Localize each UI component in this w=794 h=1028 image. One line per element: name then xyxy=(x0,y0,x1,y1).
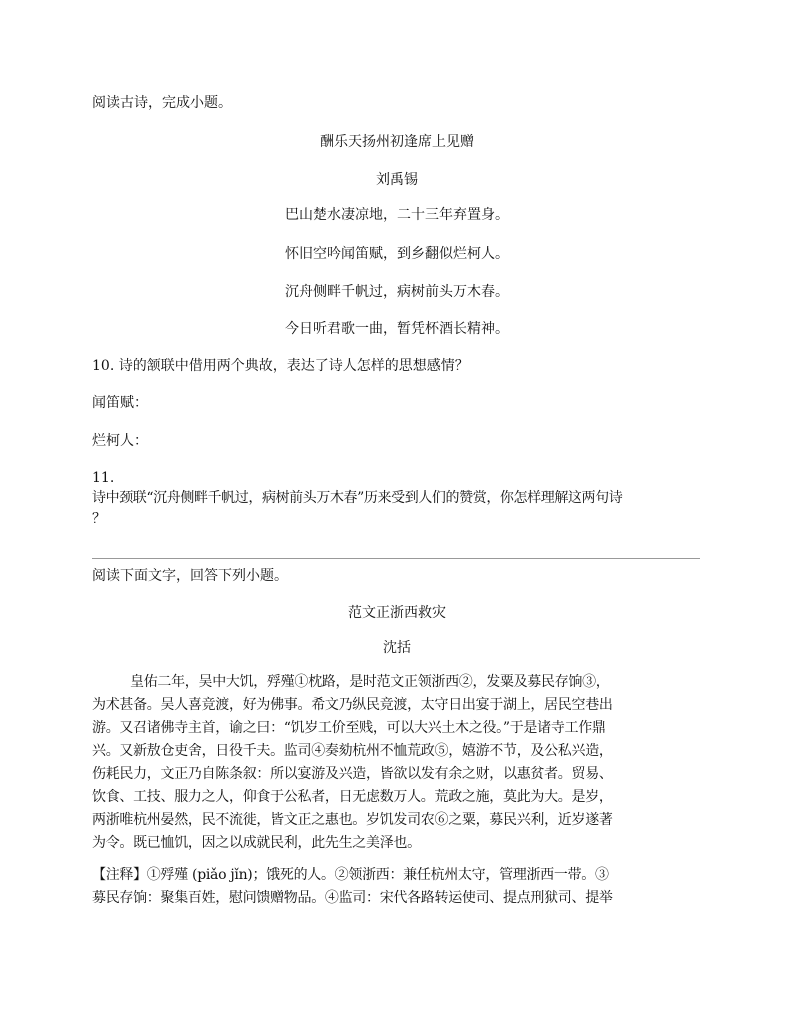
question-10-part-a: 闻笛赋： xyxy=(92,395,148,411)
poem-title: 酬乐天扬州初逢席上见赠 xyxy=(320,134,474,150)
poem-line-4: 今日听君歌一曲，暂凭杯酒长精神。 xyxy=(285,321,509,337)
passage-line-4: 兴。又新敖仓吏舍，日役千夫。监司④奏劾杭州不恤荒政⑤，嬉游不节，及公私兴造， xyxy=(92,743,613,759)
notes-line-1: 【注释】①殍殣 (piǎo jǐn)；饿死的人。②领浙西：兼任杭州太守，管理浙西一带。③ xyxy=(92,867,609,883)
passage-line-8: 为令。既已恤饥，因之以成就民利，此先生之美泽也。 xyxy=(92,835,421,851)
question-11-line-2: ？ xyxy=(92,511,106,527)
section2-instruction: 阅读下面文字，回答下列小题。 xyxy=(92,568,288,584)
section-divider xyxy=(92,558,700,559)
passage-author: 沈括 xyxy=(383,640,411,656)
notes-line-2: 募民存饷：聚集百姓，慰问馈赠物品。④监司：宋代各路转运使司、提点刑狱司、提举 xyxy=(92,890,613,906)
passage-line-5: 伤耗民力，文正乃自陈条叙：所以宴游及兴造，皆欲以发有余之财，以惠贫者。贸易、 xyxy=(92,766,613,782)
question-10-part-b: 烂柯人： xyxy=(92,433,148,449)
question-11-line-1: 诗中颈联“沉舟侧畔千帆过，病树前头万木春”历来受到人们的赞赏，你怎样理解这两句诗 xyxy=(92,490,623,506)
passage-line-3: 游。又召诸佛寺主首，谕之曰：“饥岁工价至贱，可以大兴土木之役。”于是诸寺工作鼎 xyxy=(92,720,606,736)
poem-author: 刘禹锡 xyxy=(376,172,418,188)
poem-line-3: 沉舟侧畔千帆过，病树前头万木春。 xyxy=(285,284,509,300)
passage-line-2: 为术甚备。吴人喜竞渡，好为佛事。希文乃纵民竞渡，太守日出宴于湖上，居民空巷出 xyxy=(92,697,613,713)
question-11-number: 11. xyxy=(92,470,115,486)
passage-line-1: 皇佑二年，吴中大饥，殍殣①枕路，是时范文正领浙西②，发粟及募民存饷③， xyxy=(130,674,610,690)
question-10: 10. 诗的颔联中借用两个典故，表达了诗人怎样的思想感情？ xyxy=(92,358,469,374)
section1-instruction: 阅读古诗，完成小题。 xyxy=(92,95,232,111)
passage-title: 范文正浙西救灾 xyxy=(348,605,446,621)
poem-line-2: 怀旧空吟闻笛赋，到乡翻似烂柯人。 xyxy=(285,246,509,262)
poem-line-1: 巴山楚水凄凉地，二十三年弃置身。 xyxy=(285,207,509,223)
passage-line-6: 饮食、工技、服力之人，仰食于公私者，日无虑数万人。荒政之施，莫此为大。是岁， xyxy=(92,789,613,805)
passage-line-7: 两浙唯杭州晏然，民不流徙，皆文正之惠也。岁饥发司农⑥之粟，募民兴利，近岁遂著 xyxy=(92,812,613,828)
